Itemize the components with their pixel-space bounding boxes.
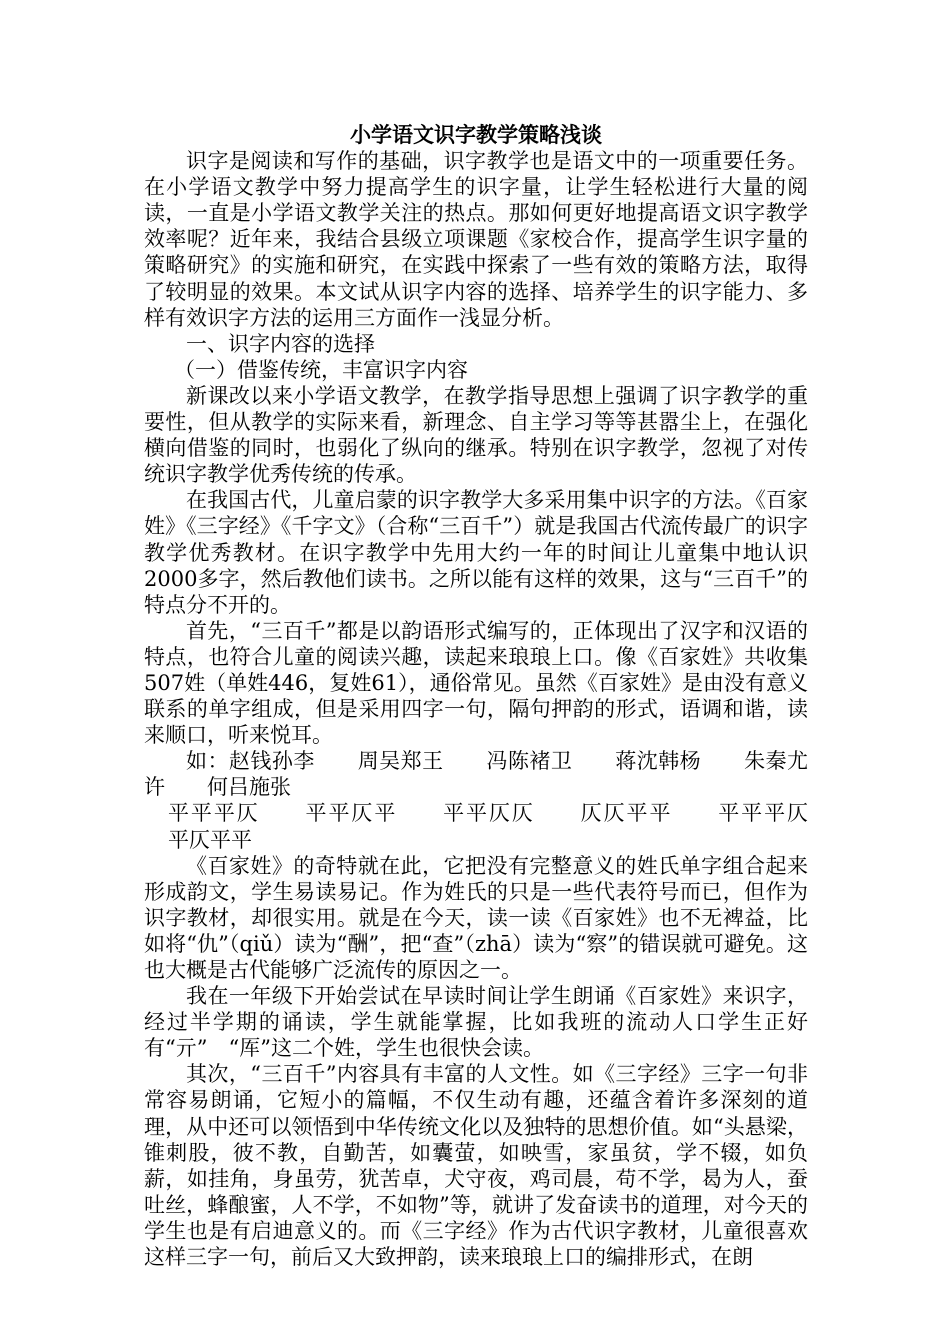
paragraph: 在我国古代，儿童启蒙的识字教学大多采用集中识字的方法。《百家姓》《三字经》《千字文》（合称“三百千”）就是我国古代流传最广的识字教学优秀教材。在识字教学中先用大约一年的时间让儿童集中地认识2000多字，然后教他们读书。之所以能有这样的效果，这与“三百千”的特点分不开的。 bbox=[144, 488, 808, 617]
paragraph: 《百家姓》的奇特就在此，它把没有完整意义的姓氏单字组合起来形成韵文，学生易读易记。作为姓氏的只是一些代表符号而已，但作为识字教材，却很实用。就是在今天，读一读《百家姓》也不无裨益，比如将“仇”（qiǔ）读为“酬”，把“查”（zhā）读为“察”的错误就可避免。这也大概是古代能够广泛流传的原因之一。 bbox=[144, 853, 808, 982]
section-heading: 一、识字内容的选择 bbox=[186, 331, 375, 356]
subsection-heading: （一）借鉴传统，丰富识字内容 bbox=[174, 357, 468, 382]
surname-verse: 如：赵钱孙李 周吴郑王 冯陈褚卫 蒋沈韩杨 朱秦尤许 何吕施张 bbox=[144, 749, 808, 800]
paragraph: 首先，“三百千”都是以韵语形式编写的，正体现出了汉字和汉语的特点，也符合儿童的阅读兴趣，读起来琅琅上口。像《百家姓》共收集507姓（单姓446，复姓61），通俗常见。虽然《百家姓》是由没有意义联系的单字组成，但是采用四字一句，隔句押韵的形式，语调和谐，读来顺口，听来悦耳。 bbox=[144, 618, 808, 748]
document-body bbox=[144, 122, 850, 1270]
tone-pattern: 平平平仄 平平仄平 平平仄仄 仄仄平平 平平平仄 平仄平平 bbox=[168, 801, 850, 852]
paragraph-intro: 识字是阅读和写作的基础，识字教学也是语文中的一项重要任务。在小学语文教学中努力提高学生的识字量，让学生轻松进行大量的阅读，一直是小学语文教学关注的热点。那如何更好地提高语文识字教学效率呢？近年来，我结合县级立项课题《家校合作，提高学生识字量的策略研究》的实施和研究，在实践中探索了一些有效的策略方法，取得了较明显的效果。本文试从识字内容的选择、培养学生的识字能力、多样有效识字方法的运用三方面作一浅显分析。 bbox=[144, 149, 808, 330]
paragraph: 新课改以来小学语文教学，在教学指导思想上强调了识字教学的重要性，但从教学的实际来看，新理念、自主学习等等甚嚣尘上，在强化横向借鉴的同时，也弱化了纵向的继承。特别在识字教学，忽视了对传统识字教学优秀传统的传承。 bbox=[144, 383, 808, 487]
page-title: 小学语文识字教学策略浅谈 bbox=[350, 122, 602, 147]
paragraph: 其次，“三百千”内容具有丰富的人文性。如《三字经》三字一句非常容易朗诵，它短小的篇幅，不仅生动有趣，还蕴含着许多深刻的道理，从中还可以领悟到中华传统文化以及独特的思想价值。如“头悬梁，锥刺股，彼不教，自勤苦，如囊萤，如映雪，家虽贫，学不辍，如负薪，如挂角，身虽劳，犹苦卓，犬守夜，鸡司晨，苟不学，曷为人，蚕吐丝，蜂酿蜜，人不学，不如物”等，就讲了发奋读书的道理，对今天的学生也是有启迪意义的。而《三字经》作为古代识字教材，儿童很喜欢这样三字一句，前后又大致押韵，读来琅琅上口的编排形式，在朗 bbox=[144, 1062, 808, 1270]
paragraph: 我在一年级下开始尝试在早读时间让学生朗诵《百家姓》来识字，经过半学期的诵读，学生就能掌握，比如我班的流动人口学生正好有“亓” “厍”这二个姓，学生也很快会读。 bbox=[144, 984, 808, 1061]
